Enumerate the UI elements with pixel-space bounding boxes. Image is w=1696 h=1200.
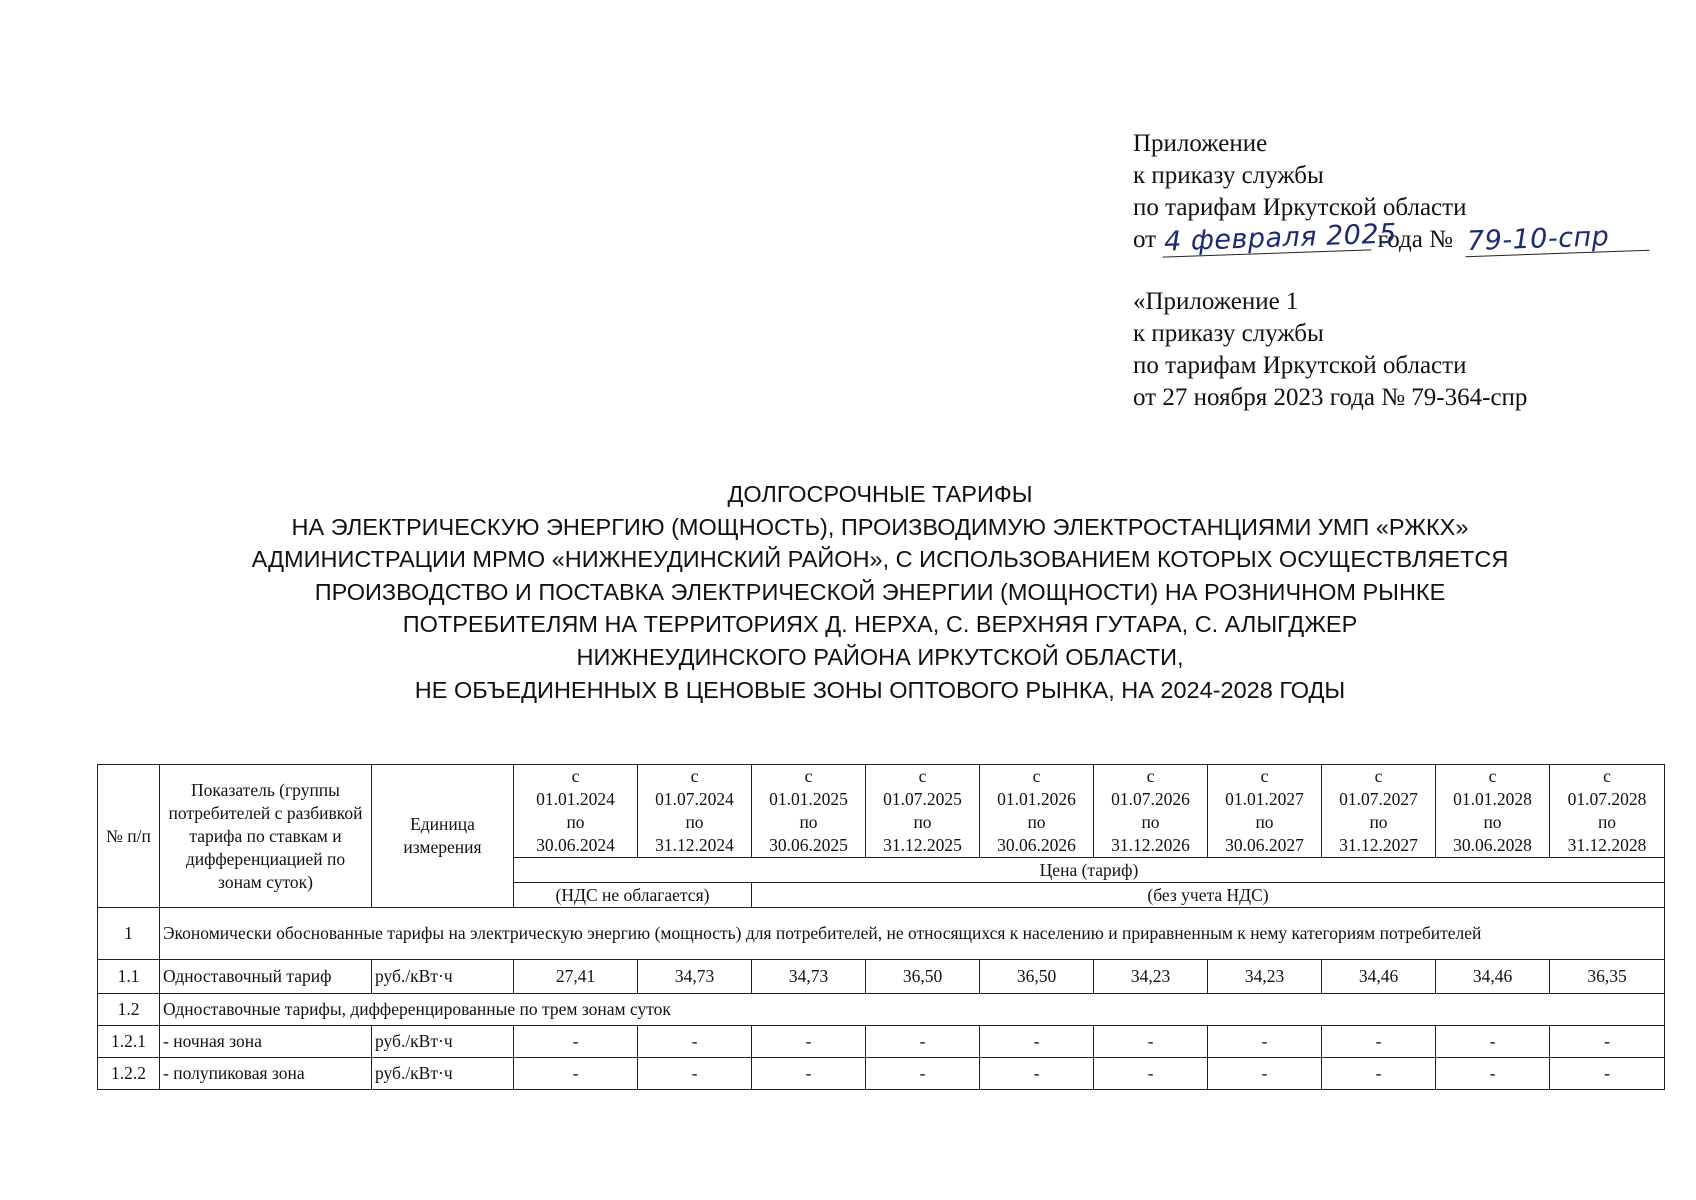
annex-line: к приказу службы [1133, 162, 1324, 189]
row-name: Одноставочный тариф [160, 960, 372, 994]
row-num: 1 [98, 908, 160, 960]
tariff-value: 34,73 [752, 960, 866, 994]
tariff-value: 34,23 [1094, 960, 1208, 994]
tariff-value: - [638, 1058, 752, 1090]
annex-line: по тарифам Иркутской области [1133, 194, 1467, 221]
tariff-value: - [1550, 1026, 1665, 1058]
period-header: с 01.07.2027 по 31.12.2027 [1322, 765, 1436, 858]
vat-excluded-header: (без учета НДС) [752, 883, 1665, 908]
annex-line: от 27 ноября 2023 года № 79-364-спр [1133, 384, 1528, 411]
tariff-value: 34,46 [1436, 960, 1550, 994]
tariff-table [97, 764, 1665, 1090]
tariff-value: - [1094, 1058, 1208, 1090]
table-row-1-1 [98, 960, 1665, 994]
row-name: - ночная зона [160, 1026, 372, 1058]
title-line: НИЖНЕУДИНСКОГО РАЙОНА ИРКУТСКОЙ ОБЛАСТИ, [576, 643, 1184, 670]
header-num: № п/п [98, 765, 160, 908]
tariff-value: 27,41 [514, 960, 638, 994]
tariff-value: 34,73 [638, 960, 752, 994]
document-title [100, 478, 1660, 706]
period-header: с 01.01.2028 по 30.06.2028 [1436, 765, 1550, 858]
header-row-periods [98, 765, 1665, 858]
title-line: АДМИНИСТРАЦИИ МРМО «НИЖНЕУДИНСКИЙ РАЙОН», С ИСПОЛЬЗОВАНИЕМ КОТОРЫХ ОСУЩЕСТВЛЯЕТСЯ [251, 546, 1509, 573]
vat-exempt-header: (НДС не облагается) [514, 883, 752, 908]
tariff-value: - [866, 1026, 980, 1058]
tariff-value: 36,50 [980, 960, 1094, 994]
annex-line: по тарифам Иркутской области [1133, 352, 1467, 379]
row-name: - полупиковая зона [160, 1058, 372, 1090]
period-header: с 01.01.2025 по 30.06.2025 [752, 765, 866, 858]
section-text: Одноставочные тарифы, дифференцированные по трем зонам суток [160, 994, 1665, 1026]
tariff-value: - [1436, 1058, 1550, 1090]
table-row-1-2-2 [98, 1058, 1665, 1090]
tariff-value: - [866, 1058, 980, 1090]
annex-header [1133, 128, 1649, 414]
title-line: ДОЛГОСРОЧНЫЕ ТАРИФЫ [727, 481, 1033, 507]
period-header: с 01.01.2024 по 30.06.2024 [514, 765, 638, 858]
period-header: с 01.07.2026 по 31.12.2026 [1094, 765, 1208, 858]
handwritten-order-number: 79-10-спр [1465, 222, 1650, 257]
row-num: 1.2.2 [98, 1058, 160, 1090]
row-unit: руб./кВт·ч [372, 1026, 514, 1058]
row-num: 1.1 [98, 960, 160, 994]
title-line: ПОТРЕБИТЕЛЯМ НА ТЕРРИТОРИЯХ Д. НЕРХА, С. ВЕРХНЯЯ ГУТАРА, С. АЛЫГДЖЕР [402, 611, 1358, 638]
tariff-value: - [1208, 1058, 1322, 1090]
annex-line: Приложение [1133, 130, 1268, 157]
tariff-value: - [1208, 1026, 1322, 1058]
tariff-value: 36,35 [1550, 960, 1665, 994]
tariff-value: - [1322, 1026, 1436, 1058]
tariff-value: - [638, 1026, 752, 1058]
tariff-value: - [752, 1058, 866, 1090]
annex-line: к приказу службы [1133, 320, 1324, 347]
handwritten-date: 4 февраля 2025 [1163, 218, 1398, 258]
period-header: с 01.07.2028 по 31.12.2028 [1550, 765, 1665, 858]
period-header: с 01.07.2024 по 31.12.2024 [638, 765, 752, 858]
title-line: ПРОИЗВОДСТВО И ПОСТАВКА ЭЛЕКТРИЧЕСКОЙ ЭНЕРГИИ (МОЩНОСТИ) НА РОЗНИЧНОМ РЫНКЕ [314, 578, 1446, 605]
year-word: года № [1377, 226, 1453, 253]
annex-line: «Приложение 1 [1133, 288, 1299, 315]
price-header: Цена (тариф) [514, 858, 1665, 883]
tariff-value: 34,46 [1322, 960, 1436, 994]
from-word: от [1133, 226, 1157, 253]
tariff-value: - [1550, 1058, 1665, 1090]
row-unit: руб./кВт·ч [372, 960, 514, 994]
tariff-value: - [1094, 1026, 1208, 1058]
period-header: с 01.01.2027 по 30.06.2027 [1208, 765, 1322, 858]
row-unit: руб./кВт·ч [372, 1058, 514, 1090]
title-line: НЕ ОБЪЕДИНЕННЫХ В ЦЕНОВЫЕ ЗОНЫ ОПТОВОГО РЫНКА, НА 2024-2028 ГОДЫ [414, 676, 1346, 703]
row-num: 1.2.1 [98, 1026, 160, 1058]
row-num: 1.2 [98, 994, 160, 1026]
period-header: с 01.01.2026 по 30.06.2026 [980, 765, 1094, 858]
tariff-value: - [514, 1026, 638, 1058]
header-indicator: Показатель (группы потребителей с разбивкой тарифа по ставкам и дифференциацией по зонам суток) [160, 765, 372, 908]
table-row-1-2 [98, 994, 1665, 1026]
table-row-1-2-1 [98, 1026, 1665, 1058]
tariff-value: - [980, 1026, 1094, 1058]
tariff-value: - [514, 1058, 638, 1090]
period-header: с 01.07.2025 по 31.12.2025 [866, 765, 980, 858]
tariff-value: - [752, 1026, 866, 1058]
tariff-value: 34,23 [1208, 960, 1322, 994]
tariff-value: - [980, 1058, 1094, 1090]
section-text: Экономически обоснованные тарифы на электрическую энергию (мощность) для потребителей, не относящихся к населению и приравненным к нему категориям потребителей [160, 908, 1665, 960]
tariff-value: - [1322, 1058, 1436, 1090]
title-line: НА ЭЛЕКТРИЧЕСКУЮ ЭНЕРГИЮ (МОЩНОСТЬ), ПРОИЗВОДИМУЮ ЭЛЕКТРОСТАНЦИЯМИ УМП «РЖКХ» [291, 513, 1469, 540]
table-row-section-1 [98, 908, 1665, 960]
annex-block-current [1133, 128, 1649, 256]
annex-order-line [1133, 218, 1649, 258]
annex-block-original [1133, 286, 1649, 414]
tariff-value: 36,50 [866, 960, 980, 994]
tariff-value: - [1436, 1026, 1550, 1058]
header-unit: Единица измерения [372, 765, 514, 908]
